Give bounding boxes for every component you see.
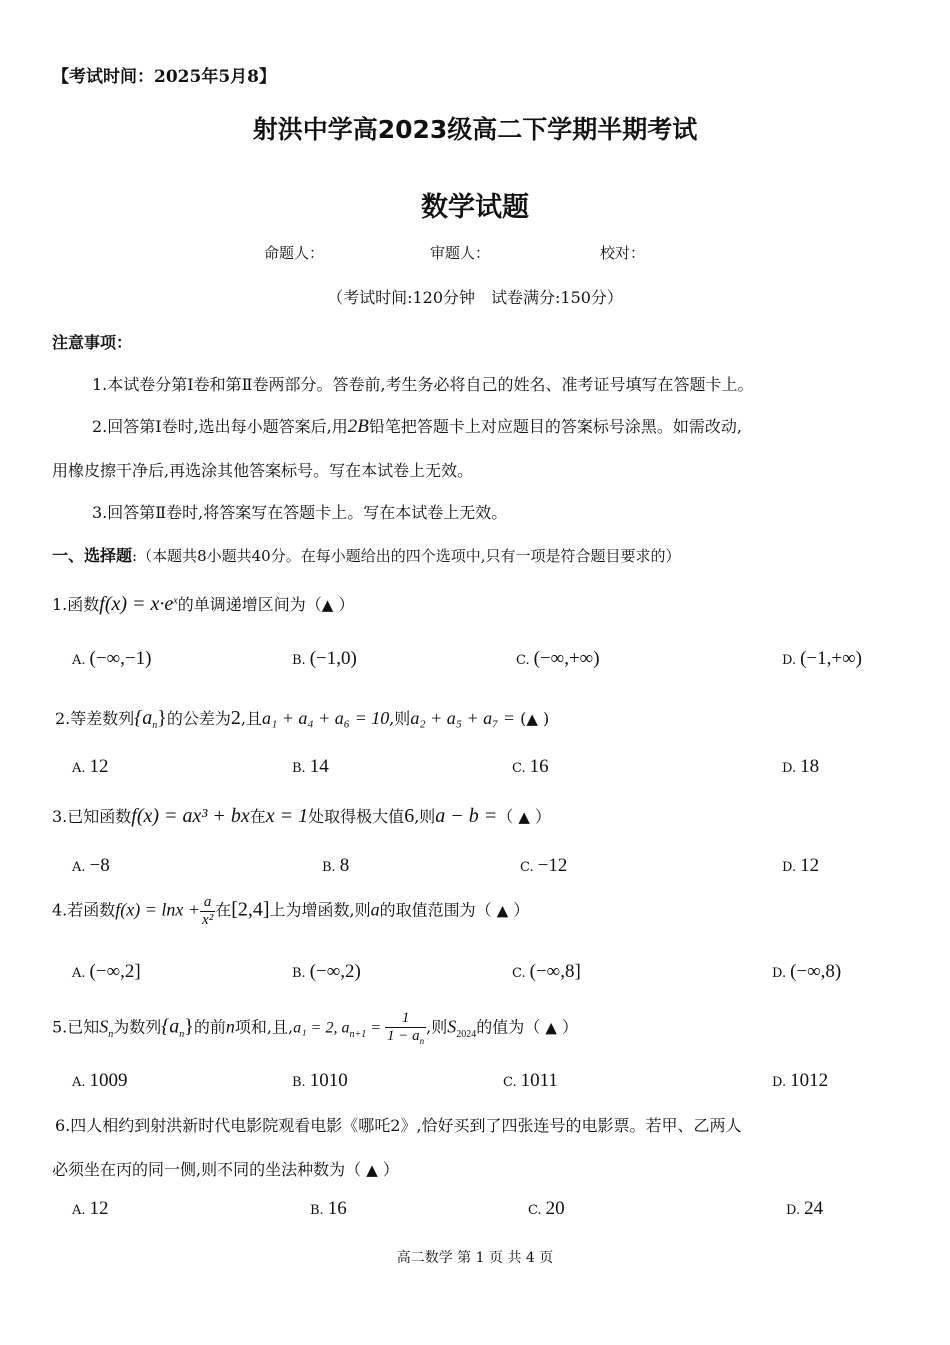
q6-option-d: D. 24 [786, 1198, 824, 1219]
page-footer: 高二数学 第 1 页 共 4 页 [396, 1250, 554, 1266]
question-5-stem: 5.已知$S_n$为数列$\{a_n\}$的前n项和,且,a₁ = 2, $a_{n+1}$ = $\frac{1}{1 - a_n}$ ,则$S_{2024}$的值为（ ▲ ） [52, 1010, 578, 1046]
q3-option-c: C. −12 [520, 855, 568, 876]
q5-option-a: A. 1009 [72, 1070, 128, 1091]
q5-option-b: B. 1010 [292, 1070, 348, 1091]
exam-info: （考试时间:120分钟 试卷满分:150分） [327, 288, 623, 307]
section1-description: :（本题共8小题共40分。在每小题给出的四个选项中,只有一项是符合题目要求的） [132, 547, 681, 565]
q3-option-a: A. −8 [72, 855, 110, 876]
section1-heading: 一、选择题 [52, 546, 133, 565]
pencil-type: 2B [347, 416, 369, 437]
q1-option-a: A. (−∞,−1) [72, 648, 152, 669]
proofreader-label: 校对： [600, 244, 646, 262]
q6-option-a: A. 12 [72, 1198, 109, 1219]
q2-option-b: B. 14 [292, 756, 329, 777]
subject-title: 数学试题 [421, 192, 529, 223]
question-4-stem: 4.若函数f(x) = lnx + $\frac{a}{\text{x²}}$ 在[2,4]上为增函数,则a的取值范围为（ ▲ ） [52, 894, 530, 928]
exam-date-note: 【考试时间：2025年5月8】 [52, 67, 276, 87]
q6-option-c: C. 20 [528, 1198, 565, 1219]
q3-option-d: D. 12 [782, 855, 820, 876]
question-3-stem: 3.已知函数f(x) = ax³ + bx在x = 1处取得极大值6,则a − b =（ ▲ ） [52, 805, 552, 827]
q1-option-b: B. (−1,0) [292, 648, 357, 669]
question-6-line-2: 必须坐在丙的同一侧,则不同的坐法种数为（ ▲ ） [52, 1160, 399, 1179]
q2-option-c: C. 16 [512, 756, 549, 777]
answer-marker: ▲ [321, 596, 334, 614]
q4-option-b: B. (−∞,2) [292, 961, 361, 982]
q3-option-b: B. 8 [322, 855, 350, 876]
q5-option-d: D. 1012 [772, 1070, 829, 1091]
q4-fraction: $\frac{a}{\text{x²}}$ [202, 894, 214, 928]
setter-label: 命题人： [264, 244, 325, 262]
note-item-3: 3.回答第Ⅱ卷时,将答案写在答题卡上。写在本试卷上无效。 [92, 503, 508, 522]
q4-option-c: C. (−∞,8] [512, 961, 581, 982]
question-2-stem: 2.等差数列$\{a_n\}$的公差为2,且a₁ + a₄ + a₆ = 10,则a₂ + a₅ + a₇ = (▲ ) [55, 707, 550, 732]
note-item-1: 1.本试卷分第Ⅰ卷和第Ⅱ卷两部分。答卷前,考生务必将自己的姓名、准考证号填写在答题卡上。 [92, 375, 754, 394]
school-exam-title: 射洪中学高2023级高二下学期半期考试 [252, 115, 698, 144]
section1-heading-line [52, 543, 680, 566]
q6-option-b: B. 16 [310, 1198, 347, 1219]
q5-option-c: C. 1011 [503, 1070, 558, 1091]
question-6-line-1: 6.四人相约到射洪新时代电影院观看电影《哪吒2》,恰好买到了四张连号的电影票。若甲、乙两人 [55, 1116, 742, 1135]
q2-option-a: A. 12 [72, 756, 109, 777]
reviewer-label: 审题人： [430, 244, 491, 262]
q2-option-d: D. 18 [782, 756, 820, 777]
q4-option-d: D. (−∞,8) [772, 961, 842, 982]
notes-heading: 注意事项： [52, 333, 133, 352]
q5-fraction: $\frac{1}{1 - a_n}$ [387, 1010, 425, 1046]
q4-option-a: A. (−∞,2] [72, 961, 141, 982]
question-1-stem: 1.函数$f(x) = x\cdot e^x$的单调递增区间为（▲ ） [52, 593, 355, 615]
note-item-2-cont: 用橡皮擦干净后,再选涂其他答案标号。写在本试卷上无效。 [52, 461, 474, 480]
note-item-2: 2.回答第Ⅰ卷时,选出每小题答案后,用2B铅笔把答题卡上对应题目的答案标号涂黑。如需改动, [92, 416, 742, 437]
q1-option-c: C. (−∞,+∞) [516, 648, 600, 669]
q1-option-d: D. (−1,+∞) [782, 648, 862, 669]
